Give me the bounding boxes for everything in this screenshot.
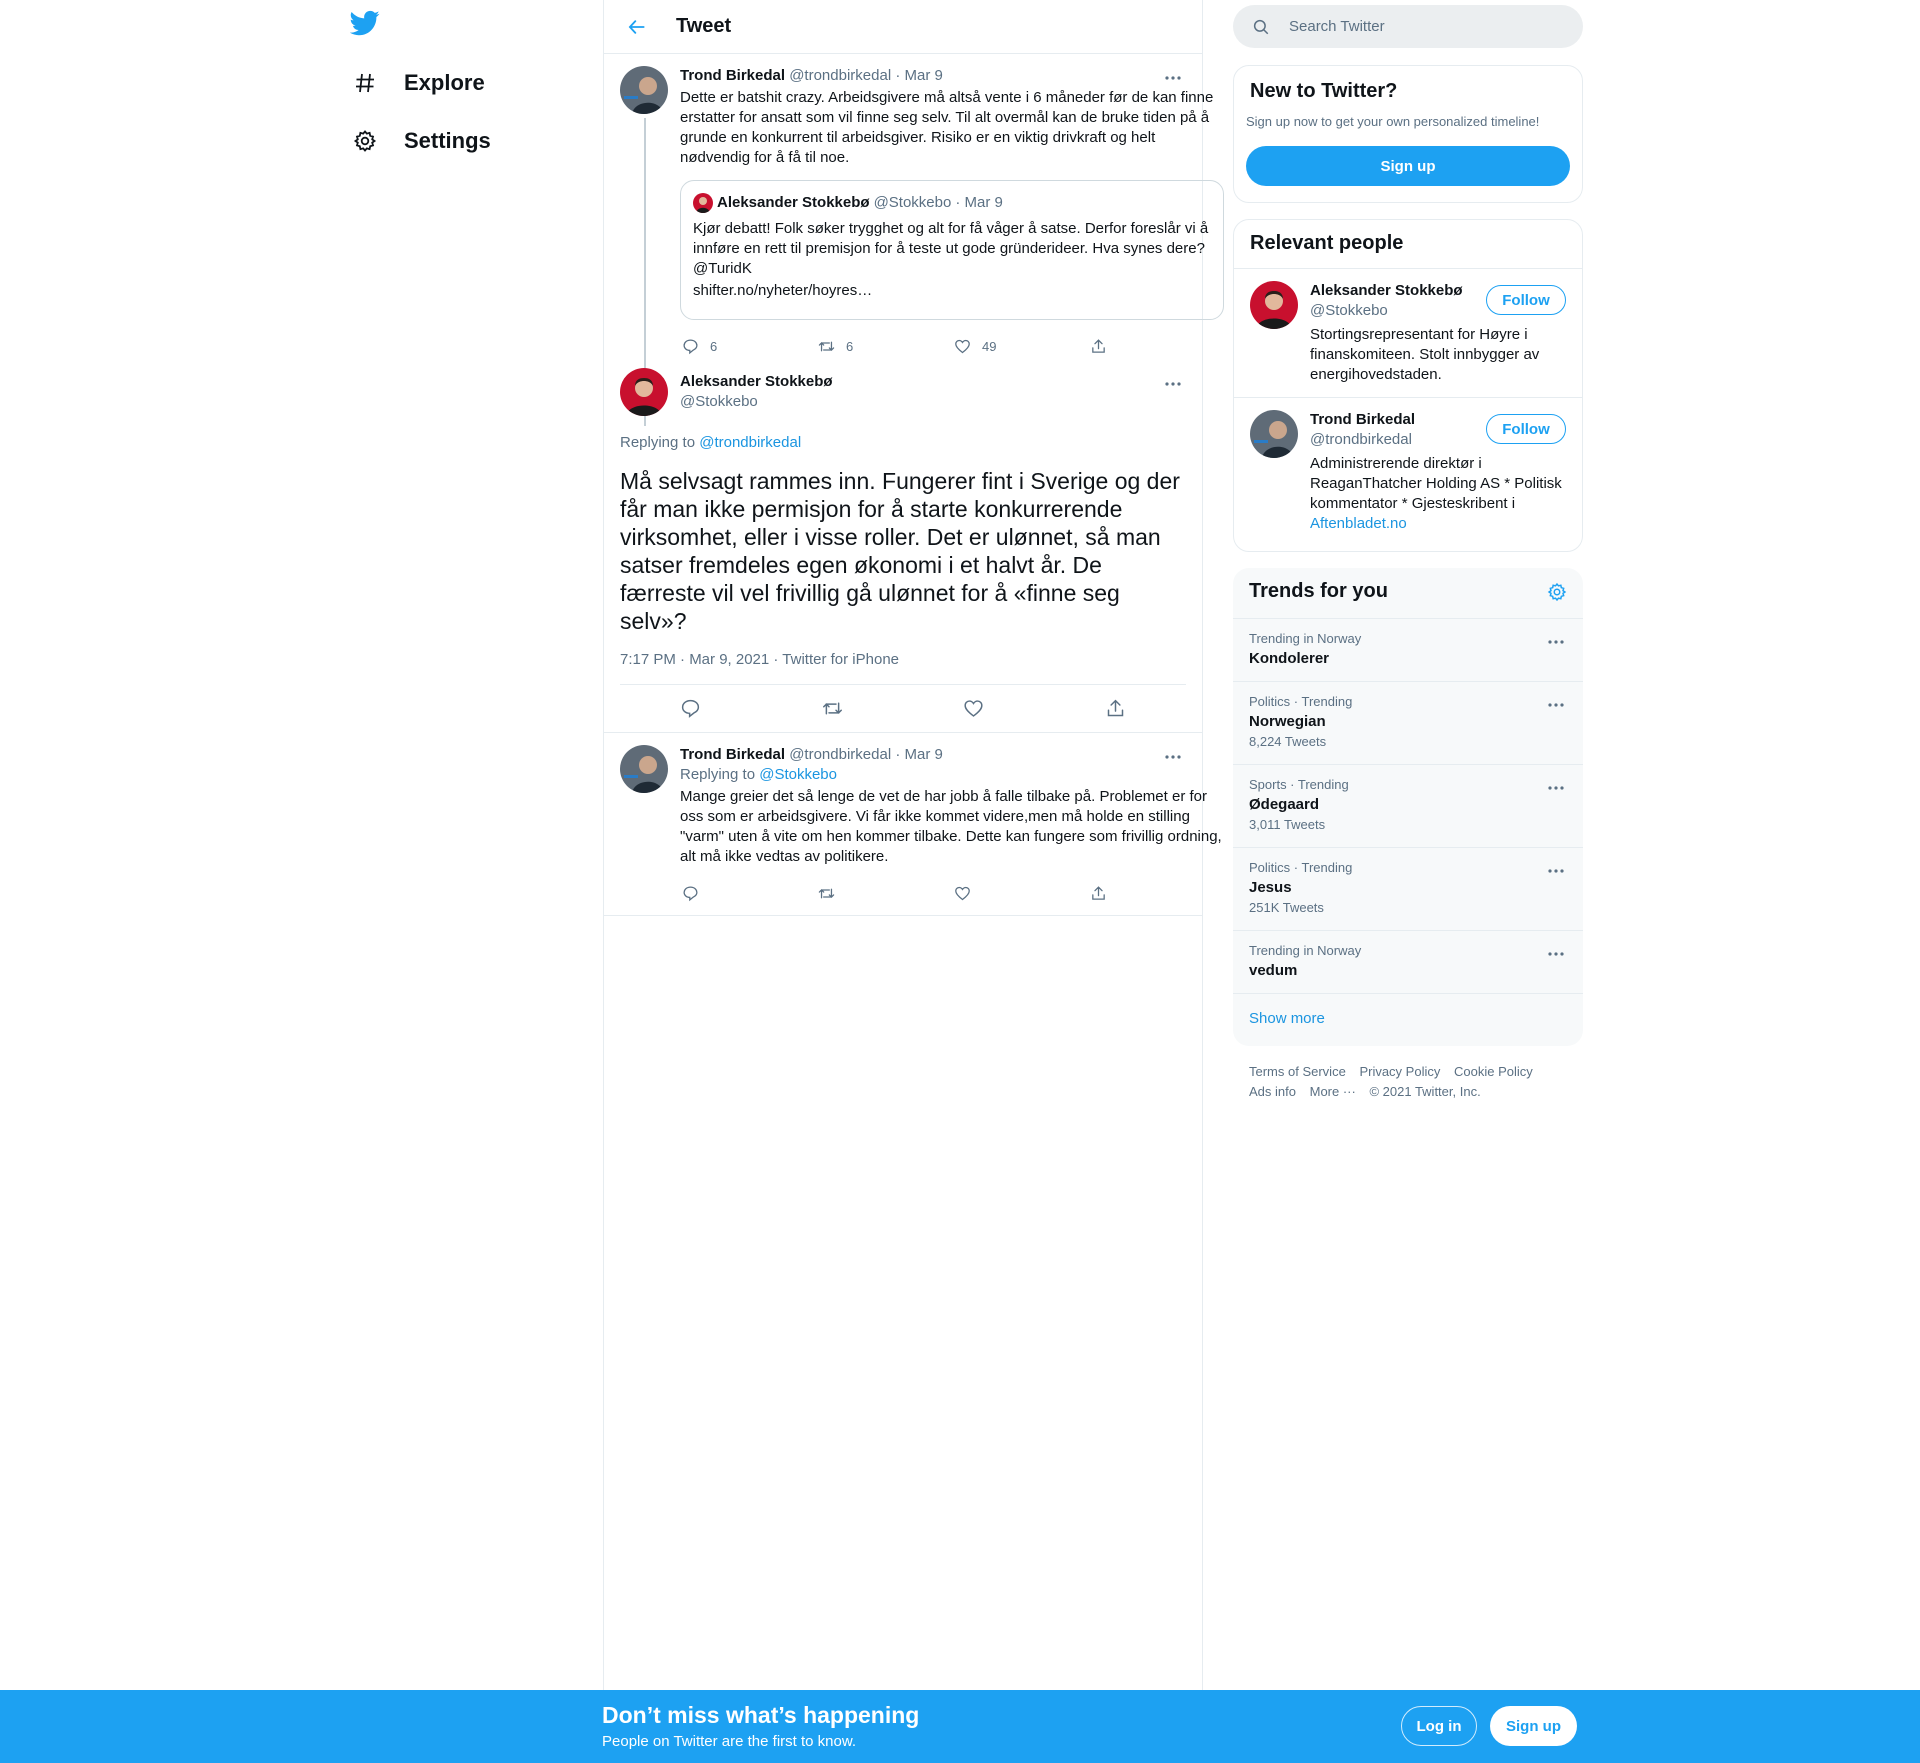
new-to-twitter-subtitle: Sign up now to get your own personalized timeline! [1246,114,1540,129]
avatar[interactable] [620,368,668,416]
quoted-tweet[interactable] [680,180,1224,320]
prompt-subtitle: People on Twitter are the first to know. [602,1733,857,1750]
focused-tweet [604,368,1202,733]
trend-count: 8,224 Tweets [1249,734,1327,749]
follow-button[interactable]: Follow [1486,414,1566,444]
search-icon [1251,17,1271,37]
trend-context: Trending in Norway [1249,943,1362,958]
author-handle[interactable]: @trondbirkedal [789,746,892,763]
share-button[interactable] [1088,883,1224,903]
follow-button[interactable]: Follow [1486,285,1566,315]
more-options-icon[interactable] [1543,633,1569,651]
author-name[interactable]: Trond Birkedal [680,67,786,84]
back-arrow-icon[interactable] [620,10,654,44]
gear-icon[interactable] [1547,582,1567,607]
trend-count: 251K Tweets [1249,900,1324,915]
trend-name: vedum [1249,962,1298,979]
heart-icon[interactable] [962,697,986,721]
more-options-icon[interactable] [1543,945,1569,963]
nav-settings-label: Settings [404,128,491,153]
author-name[interactable]: Trond Birkedal [680,746,786,763]
trend-context: Sports · Trending [1249,777,1349,792]
new-to-twitter-title: New to Twitter? [1250,80,1398,102]
trend-name: Kondolerer [1249,650,1330,667]
trend-context: Trending in Norway [1249,631,1362,646]
replying-to-prefix: Replying to [680,766,756,783]
person-item[interactable] [1234,397,1582,546]
show-more-label: Show more [1249,1010,1325,1027]
tweet-text: Mange greier det så lenge de vet de har jobb å falle tilbake på. Problemet er for oss som er arbeidsgivere. Vi får ikke kommet videre,men må holde en stilling "varm" uten å vite om hen kommer tilbake. Dette kan fungere som frivillig ordning, alt må ikke vedtas av politikere. [680,788,1222,865]
share-icon [1088,883,1108,903]
main-column [603,0,1222,1690]
tweet-text: Må selvsagt rammes inn. Fungerer fint i Sverige og der får man ikke permisjon for å starte konkurrerende virksomhet, eller i visse roller. Det er ulønnet, så man satser fremdeles egen økonomi i et halvt år. De færreste vil vel frivillig gå ulønnet for å «finne seg selv»? [620,468,1180,634]
new-to-twitter-card [1233,65,1583,203]
heart-icon [952,336,972,356]
reply-button[interactable] [680,883,816,903]
tweet-actions [680,875,1224,911]
signup-button[interactable]: Sign up [1246,146,1570,186]
person-name[interactable]: Aleksander Stokkebø [1310,282,1463,299]
tweet-timestamp[interactable]: 7:17 PM · Mar 9, 2021 · Twitter for iPhone [620,651,1186,685]
reply-icon [680,883,700,903]
trend-item[interactable] [1233,681,1583,764]
tweet-actions [604,685,1202,733]
replying-to-handle[interactable]: @Stokkebo [759,766,837,783]
share-button[interactable] [1088,336,1224,356]
quoted-link[interactable]: shifter.no/nyheter/hoyres… [693,282,873,299]
share-icon [1088,336,1108,356]
terms-link[interactable]: Terms of Service [1249,1064,1346,1079]
trend-list [1233,618,1583,1045]
trend-name: Jesus [1249,879,1292,896]
reply-icon [680,336,700,356]
quoted-avatar [693,193,713,213]
tweet-date[interactable]: · Mar 9 [895,746,943,763]
ads-info-link[interactable]: Ads info [1249,1084,1296,1099]
person-handle[interactable]: @trondbirkedal [1310,431,1412,448]
heart-icon [952,883,972,903]
login-button[interactable]: Log in [1401,1706,1477,1746]
author-handle[interactable]: @Stokkebo [680,393,758,410]
replying-to [680,765,1224,785]
trend-item[interactable] [1233,618,1583,681]
retweet-button[interactable] [816,336,952,356]
person-bio [1310,454,1566,534]
trend-item[interactable] [1233,930,1583,993]
reply-button[interactable] [680,336,816,356]
reply-tweet[interactable] [604,733,1222,916]
replying-to-handle[interactable]: @trondbirkedal [699,434,802,451]
avatar[interactable] [620,66,668,114]
footer-links [1249,1062,1569,1102]
quoted-text: Kjør debatt! Folk søker trygghet og alt for få våger å satse. Derfor foreslår vi å innføre en rett til premisjon for å teste ut gode gründerideer. Hva synes dere? @TuridK [693,220,1209,277]
trend-name: Ødegaard [1249,796,1320,813]
search-input[interactable] [1289,18,1549,35]
more-options-icon[interactable] [1543,696,1569,714]
more-options-icon[interactable] [1543,779,1569,797]
more-options-icon[interactable] [1543,862,1569,880]
person-bio-text: Administrerende direktør i ReaganThatcher Holding AS * Politisk kommentator * Gjesteskribent i [1310,455,1562,512]
reply-count: 6 [710,338,718,354]
nav-explore[interactable] [350,58,485,108]
quoted-date: · Mar 9 [955,194,1003,211]
person-bio-link[interactable]: Aftenbladet.no [1310,515,1407,532]
trend-context: Politics · Trending [1249,694,1353,709]
author-handle[interactable]: @trondbirkedal [789,67,892,84]
more-link[interactable]: More ··· [1309,1084,1356,1099]
person-handle[interactable]: @Stokkebo [1310,302,1388,319]
retweet-icon[interactable] [820,697,844,721]
trends-title: Trends for you [1249,580,1388,602]
hashtag-icon [350,68,380,98]
tweet-text: Dette er batshit crazy. Arbeidsgivere må altså vente i 6 måneder før de kan finne erstatter for ansatt som vil finne seg selv. Til alt overmål kan de bruke tiden på å grunde en konkurrent til arbeidsgiver. Risiko er en viktig drivkraft og helt nødvendig for å få til noe. [680,89,1214,166]
avatar[interactable] [1250,410,1298,458]
cookie-link[interactable]: Cookie Policy [1453,1064,1533,1079]
relevant-people-title: Relevant people [1250,232,1404,254]
avatar[interactable] [1250,281,1298,329]
quoted-author-handle: @Stokkebo [873,194,952,211]
person-bio: Stortingsrepresentant for Høyre i finanskomiteen. Stolt innbygger av energihovedstaden. [1310,326,1540,383]
replying-to [620,434,1186,451]
like-count: 49 [982,338,997,354]
author-name[interactable]: Aleksander Stokkebø [680,373,833,390]
trend-context: Politics · Trending [1249,860,1353,875]
more-options-icon[interactable] [1158,747,1188,767]
trend-count: 3,011 Tweets [1249,817,1326,832]
trend-item[interactable] [1233,847,1583,930]
retweet-button[interactable] [816,883,952,903]
twitter-logo-icon[interactable] [350,8,390,48]
search-bar[interactable] [1233,5,1583,48]
nav-settings[interactable] [350,116,491,166]
trend-item[interactable] [1233,764,1583,847]
person-item[interactable] [1234,268,1582,397]
show-more-link[interactable] [1233,993,1583,1045]
retweet-icon [816,883,836,903]
tweet-actions [680,328,1224,364]
trends-card [1233,568,1583,1046]
privacy-link[interactable]: Privacy Policy [1359,1064,1441,1079]
retweet-icon [816,336,836,356]
like-button[interactable] [952,883,1088,903]
retweet-count: 6 [846,338,854,354]
avatar[interactable] [620,745,668,793]
replying-to-prefix: Replying to [620,434,696,451]
like-button[interactable] [952,336,1088,356]
page-title: Tweet [676,15,732,37]
person-name[interactable]: Trond Birkedal [1310,411,1416,428]
signup-button[interactable]: Sign up [1490,1706,1577,1746]
signup-prompt-bar [0,1690,1920,1763]
prompt-title: Don’t miss what’s happening [602,1702,920,1728]
nav-explore-label: Explore [404,70,485,95]
relevant-people-card [1233,219,1583,552]
quoted-author-name: Aleksander Stokkebø [717,194,870,211]
copyright: © 2021 Twitter, Inc. [1369,1084,1481,1099]
tweet-date[interactable]: · Mar 9 [895,67,943,84]
trend-name: Norwegian [1249,713,1326,730]
gear-icon [350,126,380,156]
page-header [604,0,1202,54]
thread-tweet[interactable] [604,54,1214,364]
more-options-icon[interactable] [1158,68,1188,88]
reply-icon[interactable] [679,697,703,721]
share-icon[interactable] [1103,697,1127,721]
more-options-icon[interactable] [1158,374,1188,394]
